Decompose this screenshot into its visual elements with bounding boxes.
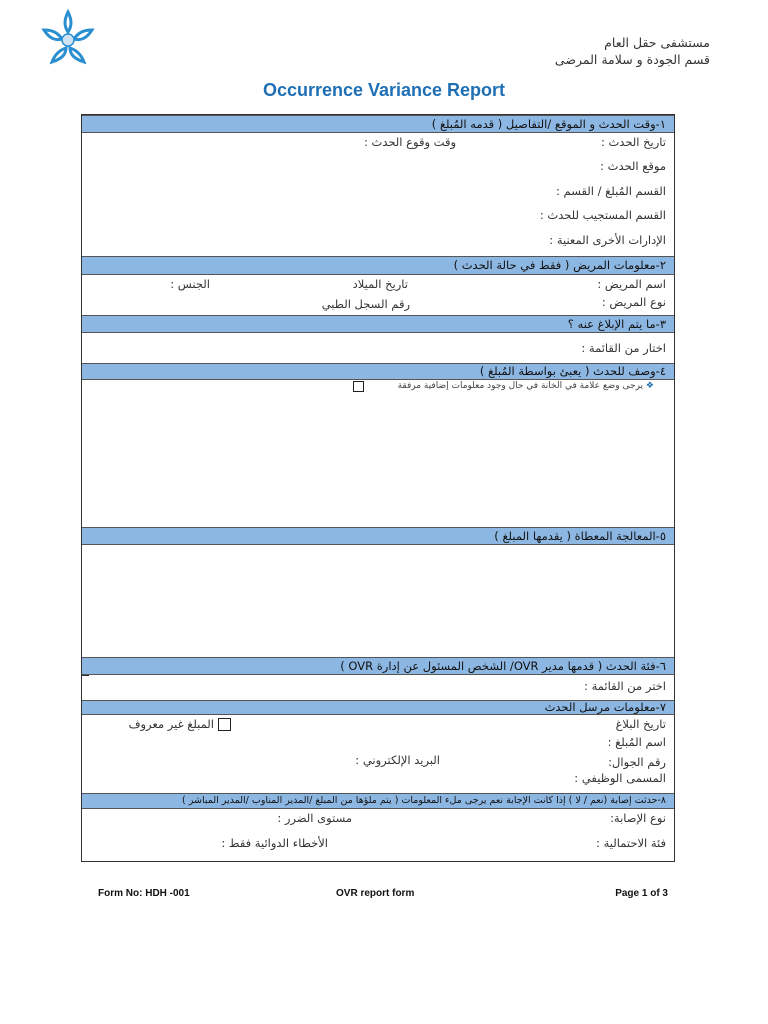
event-category-dropdown[interactable]: اختر من القائمة : [584, 679, 666, 693]
injury-type-field[interactable]: نوع الإصابة: [610, 811, 666, 825]
section-2-header: ٢-معلومات المريض ( فقط في حالة الحدث ) [82, 256, 674, 275]
section-5-header: ٥-المعالجة المعطاة ( يقدمها المبلغ ) [82, 527, 674, 545]
attachment-note-text: يرجى وضع علامة في الخانة في حال وجود معلومات إضافية مرفقة [397, 381, 644, 391]
form-number: Form No: HDH -001 [98, 888, 190, 899]
attachment-checkbox[interactable] [353, 381, 364, 392]
section-1-header: ١-وقت الحدث و الموقع /التفاصيل ( قدمه المُبلغ ) [82, 115, 674, 133]
report-date-field[interactable]: تاريخ البلاغ [615, 717, 666, 731]
event-time-field[interactable]: وقت وقوع الحدث : [363, 135, 456, 149]
gender-field[interactable]: الجنس : [170, 277, 210, 291]
page-number: Page 1 of 3 [615, 888, 668, 899]
birth-date-field[interactable]: تاريخ الميلاد [352, 277, 408, 291]
job-title-field[interactable]: المسمى الوظيفي : [574, 771, 666, 785]
attachment-note [398, 381, 654, 391]
responding-dept-field[interactable]: القسم المستجيب للحدث : [539, 208, 666, 222]
department-name: قسم الجودة و سلامة المرضى [554, 52, 710, 67]
other-depts-field[interactable]: الإدارات الأخرى المعنية : [549, 233, 666, 247]
reporter-name-field[interactable]: اسم المُبلغ : [607, 735, 666, 749]
section-3-header: ٣-ما يتم الإبلاغ عنه ؟ [82, 315, 674, 333]
event-date-field[interactable]: تاريخ الحدث : [600, 135, 666, 149]
row-marker [82, 675, 89, 676]
section-6-header: ٦-فئة الحدث ( قدمها مدير OVR/ الشخص المسئول عن إدارة OVR ) [82, 657, 674, 675]
anonymous-checkbox[interactable] [218, 718, 231, 731]
hospital-logo [36, 6, 100, 70]
mrn-field[interactable]: رقم السجل الطبي [321, 297, 410, 311]
anonymous-label: المبلغ غير معروف [128, 717, 214, 731]
report-title: Occurrence Variance Report [262, 80, 506, 100]
med-errors-field[interactable]: الأخطاء الدوائية فقط : [221, 836, 328, 850]
hospital-header [555, 34, 710, 68]
harm-level-field[interactable]: مستوى الضرر : [277, 811, 352, 825]
bullet-icon: ❖ [645, 381, 654, 391]
section-7-header: ٧-معلومات مرسل الحدث [82, 700, 674, 715]
treatment-given-area[interactable] [90, 547, 666, 655]
probability-field[interactable]: فئة الاحتمالية : [596, 836, 666, 850]
reporting-dept-field[interactable]: القسم المُبلغ / القسم : [556, 184, 666, 198]
mobile-field[interactable]: رقم الجوال: [608, 755, 666, 769]
event-location-field[interactable]: موقع الحدث : [600, 159, 666, 173]
event-description-area[interactable] [90, 397, 666, 523]
patient-type-field[interactable]: نوع المريض : [601, 295, 666, 309]
hospital-name: مستشفى حقل العام [604, 35, 710, 50]
report-type-dropdown[interactable]: اختار من القائمة : [581, 341, 666, 355]
ovr-form [81, 114, 675, 862]
form-name: OVR report form [336, 888, 415, 899]
section-4-header: ٤-وصف للحدث ( يعبئ بواسطة المُبلغ ) [82, 363, 674, 380]
section-8-header: ٨-حدثت إصابة (نعم / لا ) إذا كانت الإجابة نعم يرجى ملء المعلومات ( يتم ملؤها من المبلغ /المدير المناوب /المدير المباشر ) [82, 793, 674, 809]
patient-name-field[interactable]: اسم المريض : [597, 277, 666, 291]
email-field[interactable]: البريد الإلكتروني : [355, 753, 440, 767]
